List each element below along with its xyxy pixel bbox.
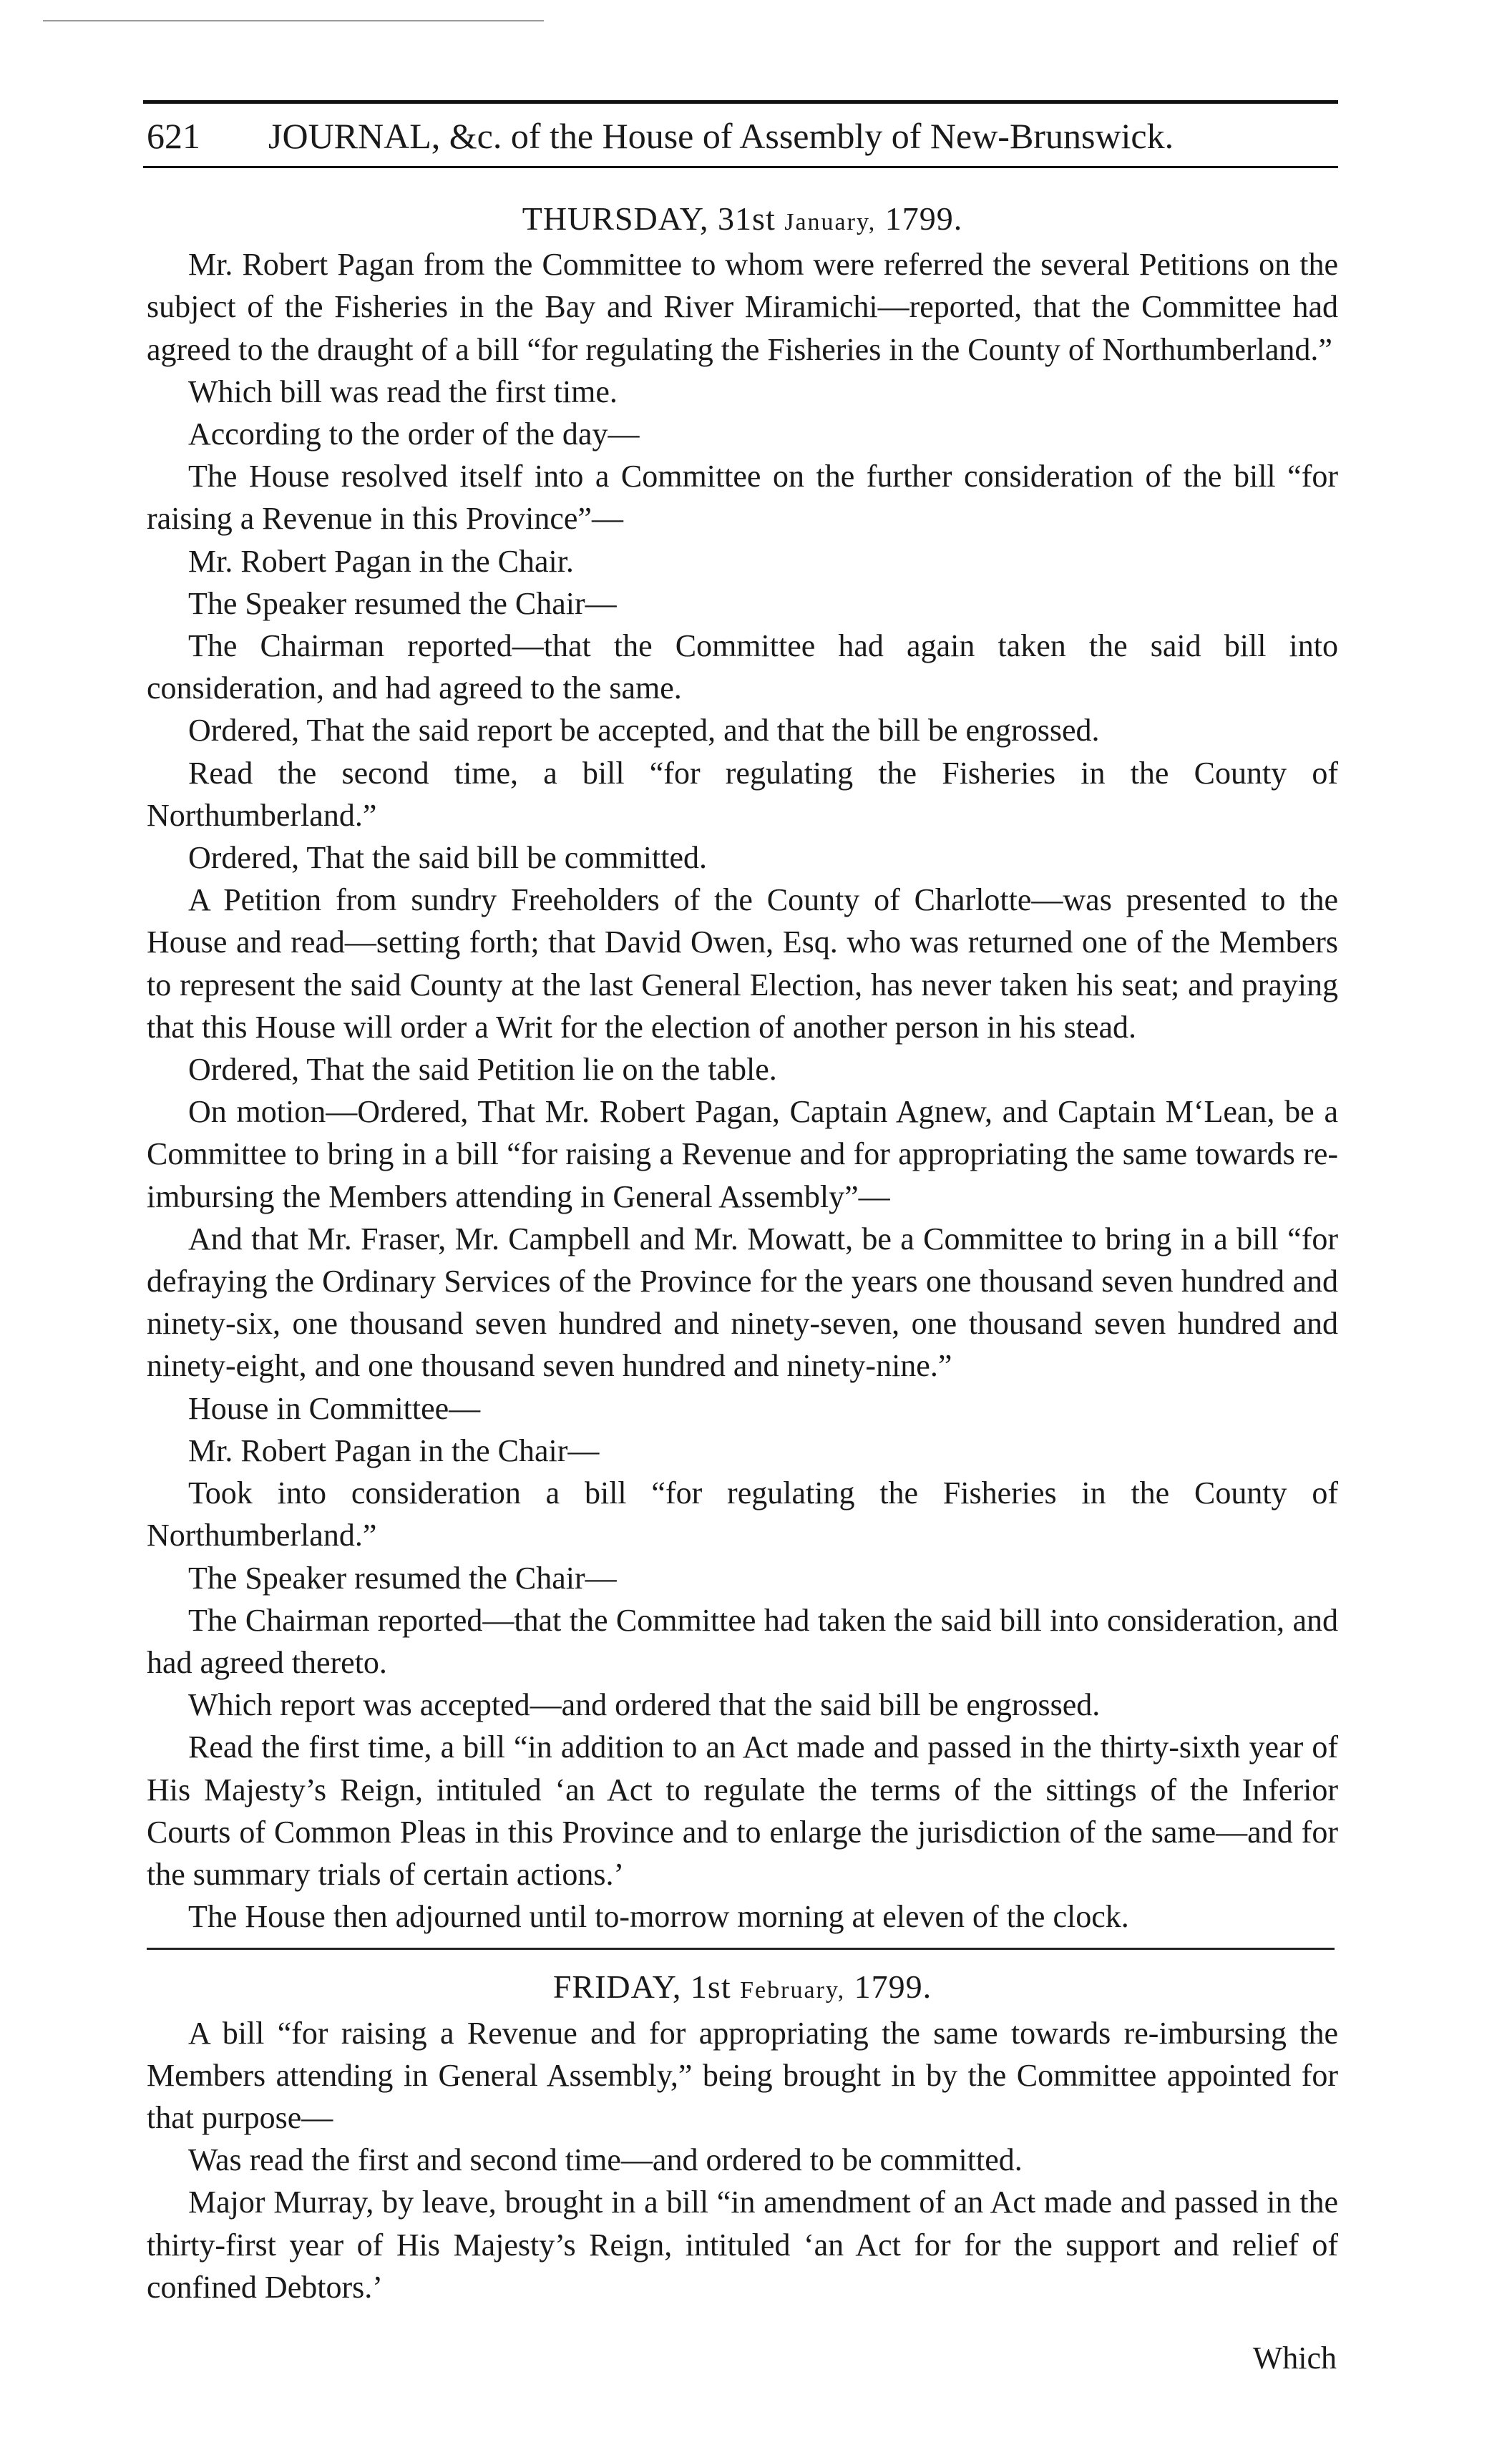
- day-heading-year: 1799.: [884, 200, 963, 237]
- running-head: [147, 114, 1335, 157]
- day-heading-thursday: [147, 197, 1338, 243]
- entry-paragraph: Mr. Robert Pagan in the Chair—: [188, 1433, 600, 1468]
- entry-paragraph: Read the first time, a bill “in addition to an Act made and passed in the thirty-sixth year of His Majesty’s Reign, intituled ‘an Act to regulate the terms of the sittings of the Inferior Courts of Common Pleas in this Province and to enlarge the jurisdiction of the same—and for the summary trials of certain actions.’: [147, 1729, 1338, 1892]
- entry-paragraph: A bill “for raising a Revenue and for appropriating the same towards re-imbursing the Members attending in General Assembly,” being brought in by the Committee appointed for that purpose—: [147, 2015, 1338, 2135]
- entry-paragraph: Ordered, That the said report be accepted, and that the bill be engrossed.: [188, 713, 1100, 748]
- scan-mark: [43, 20, 544, 21]
- entry-paragraph: Mr. Robert Pagan in the Chair.: [188, 543, 574, 579]
- entry-paragraph: And that Mr. Fraser, Mr. Campbell and Mr. Mowatt, be a Committee to bring in a bill “for defraying the Ordinary Services of the Province for the years one thousand seven hundred and ninety-six, one thousand seven hundred and ninety-seven, one thousand seven hundred and ninety-eight, and one thousand seven hundred and ninety-nine.”: [147, 1221, 1338, 1384]
- day-heading-main: FRIDAY, 1st: [552, 1968, 731, 2006]
- entry-paragraph: Which bill was read the first time.: [188, 374, 618, 409]
- day-heading-month: January,: [784, 209, 877, 235]
- entry-paragraph: The House then adjourned until to-morrow morning at eleven of the clock.: [188, 1899, 1129, 1935]
- day-heading-main: THURSDAY, 31st: [522, 200, 776, 237]
- journal-title: JOURNAL, &c. of the House of Assembly of New-Brunswick.: [268, 116, 1174, 156]
- day-heading-friday: [147, 1966, 1338, 2011]
- header-rule-top: [143, 100, 1338, 104]
- entry-paragraph: The Chairman reported—that the Committee had again taken the said bill into consideration, and had agreed to the same.: [147, 628, 1338, 706]
- entries-friday: [147, 2012, 1338, 2308]
- entry-paragraph: On motion—Ordered, That Mr. Robert Pagan, Captain Agnew, and Captain M‘Lean, be a Committee to bring in a bill “for raising a Revenue and for appropriating the same towards re-imbursing the Members attending in General Assembly”—: [147, 1094, 1338, 1214]
- entry-paragraph: Ordered, That the said Petition lie on the table.: [188, 1052, 777, 1088]
- section-rule: [147, 1948, 1335, 1950]
- page-number: 621: [147, 116, 200, 156]
- day-heading-year: 1799.: [854, 1968, 932, 2006]
- entry-paragraph: Major Murray, by leave, brought in a bill “in amendment of an Act made and passed in the thirty-first year of His Majesty’s Reign, intituled ‘an Act for for the support and relief of confined Debtors.’: [147, 2185, 1338, 2305]
- entry-paragraph: The House resolved itself into a Committee on the further consideration of the bill “for raising a Revenue in this Province”—: [147, 459, 1338, 537]
- entry-paragraph: Took into consideration a bill “for regulating the Fisheries in the County of Northumberland.”: [147, 1475, 1338, 1553]
- entry-paragraph: The Speaker resumed the Chair—: [188, 585, 617, 621]
- catchword: Which: [1252, 2341, 1337, 2376]
- entries-thursday: [147, 243, 1338, 1938]
- entry-paragraph: A Petition from sundry Freeholders of the County of Charlotte—was presented to the House and read—setting forth; that David Owen, Esq. who was returned one of the Members to represent the said County at the last General Election, has never taken his seat; and praying that this House will order a Writ for the election of another person in his stead.: [147, 882, 1338, 1045]
- entry-paragraph: Read the second time, a bill “for regulating the Fisheries in the County of Northumberland.”: [147, 755, 1338, 833]
- entry-paragraph: The Chairman reported—that the Committee had taken the said bill into consideration, and had agreed thereto.: [147, 1602, 1338, 1680]
- journal-text: [147, 192, 1338, 2308]
- entry-paragraph: The Speaker resumed the Chair—: [188, 1560, 617, 1596]
- day-heading-month: February,: [740, 1977, 846, 2004]
- entry-paragraph: According to the order of the day—: [188, 416, 640, 452]
- entry-paragraph: Mr. Robert Pagan from the Committee to whom were referred the several Petitions on the subject of the Fisheries in the Bay and River Miramichi—reported, that the Committee had agreed to the draught of a bill “for regulating the Fisheries in the County of Northumberland.”: [147, 247, 1338, 367]
- entry-paragraph: Was read the first and second time—and ordered to be committed.: [188, 2142, 1023, 2178]
- entry-paragraph: Ordered, That the said bill be committed.: [188, 840, 707, 876]
- entry-paragraph: House in Committee—: [188, 1390, 481, 1426]
- header-rule-bottom: [143, 166, 1338, 168]
- entry-paragraph: Which report was accepted—and ordered that the said bill be engrossed.: [188, 1687, 1101, 1723]
